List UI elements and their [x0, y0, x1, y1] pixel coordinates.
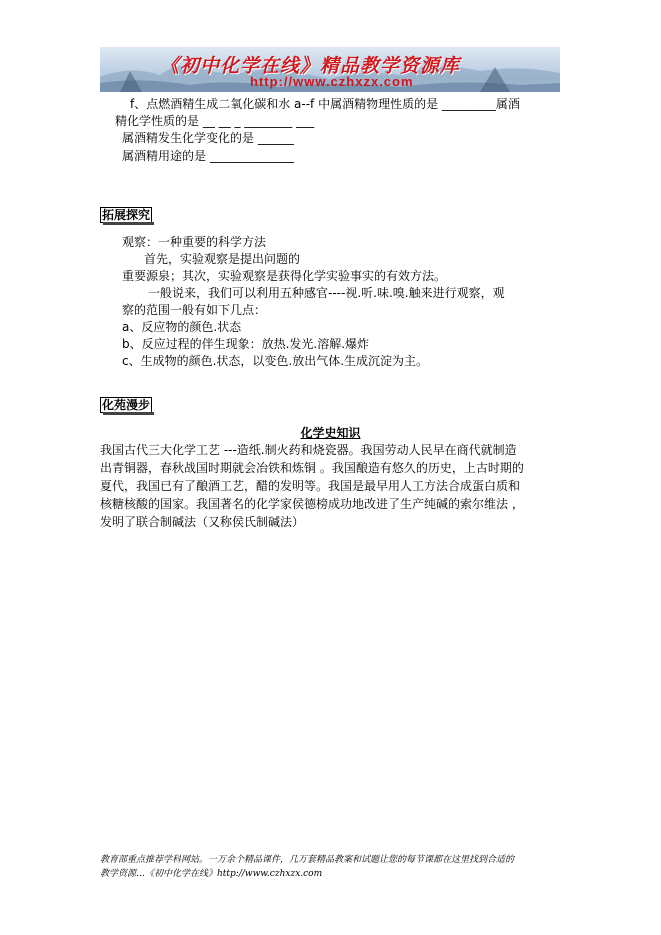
label-shadow: [103, 412, 154, 415]
paragraph-line: 首先，实验观察是提出问题的: [144, 252, 301, 266]
paragraph-line: b、反应过程的伴生现象：放热.发光.溶解.爆炸: [122, 337, 370, 351]
paragraph-line: 出青铜器，春秋战国时期就会冶铁和炼铜 。我国酿造有悠久的历史，上古时期的: [100, 461, 524, 475]
paragraph-line: a、反应物的颜色.状态: [122, 320, 242, 334]
section-label-stroll: [100, 397, 152, 413]
section-label-text: 化苑漫步: [102, 398, 151, 412]
section-label-expand: [100, 207, 152, 223]
footer-line: 教育部重点推荐学科网站。一万余个精品课件，几万套精品教案和试题让您的每节课都在这里找到合适的: [100, 855, 515, 865]
history-paragraph: [100, 441, 562, 531]
banner-title: 《初中化学在线》精品教学资源库: [160, 55, 461, 77]
question-line: 属酒精用途的是 ______________: [122, 149, 294, 163]
section-label-text: 拓展探究: [102, 208, 151, 222]
header-banner: [100, 47, 560, 92]
banner-url-link[interactable]: http://www.czhxzx.com: [250, 74, 414, 89]
footer-line: 教学资源…《初中化学在线》http://www.czhxzx.com: [100, 869, 323, 879]
paragraph-line: 重要源泉；其次，实验观察是获得化学实验事实的有效方法。: [122, 269, 447, 283]
question-line: 属酒精发生化学变化的是 ______: [122, 131, 294, 145]
page-footer: [100, 853, 570, 881]
paragraph-line: c、生成物的颜色.状态，以变色.放出气体.生成沉淀为主。: [122, 354, 429, 368]
paragraph-line: 察的范围一般有如下几点：: [122, 303, 267, 317]
paragraph-line: 核糖核酸的国家。我国著名的化学家侯德榜成功地改进了生产纯碱的索尔维法 ，: [100, 497, 524, 511]
paragraph-line: 观察：一种重要的科学方法: [122, 235, 267, 249]
paragraph-line: 发明了联合制碱法（又称侯氏制碱法）: [100, 515, 305, 529]
question-line: f、点燃酒精生成二氧化碳和水 a--f 中属酒精物理性质的是 _________属酒: [130, 97, 520, 111]
paragraph-line: 我国古代三大化学工艺 ---造纸.制火药和烧瓷器。我国劳动人民早在商代就制造: [100, 443, 517, 457]
paragraph-line: 夏代，我国已有了酿酒工艺，醋的发明等。我国是最早用人工方法合成蛋白质和: [100, 479, 521, 493]
history-title: 化学史知识: [300, 426, 361, 440]
question-line: 精化学性质的是 __ __ _ ________ ___: [115, 114, 315, 128]
paragraph-line: 一般说来，我们可以利用五种感官----视.听.味.嗅.触来进行观察，观: [148, 286, 505, 300]
label-shadow: [103, 222, 154, 225]
